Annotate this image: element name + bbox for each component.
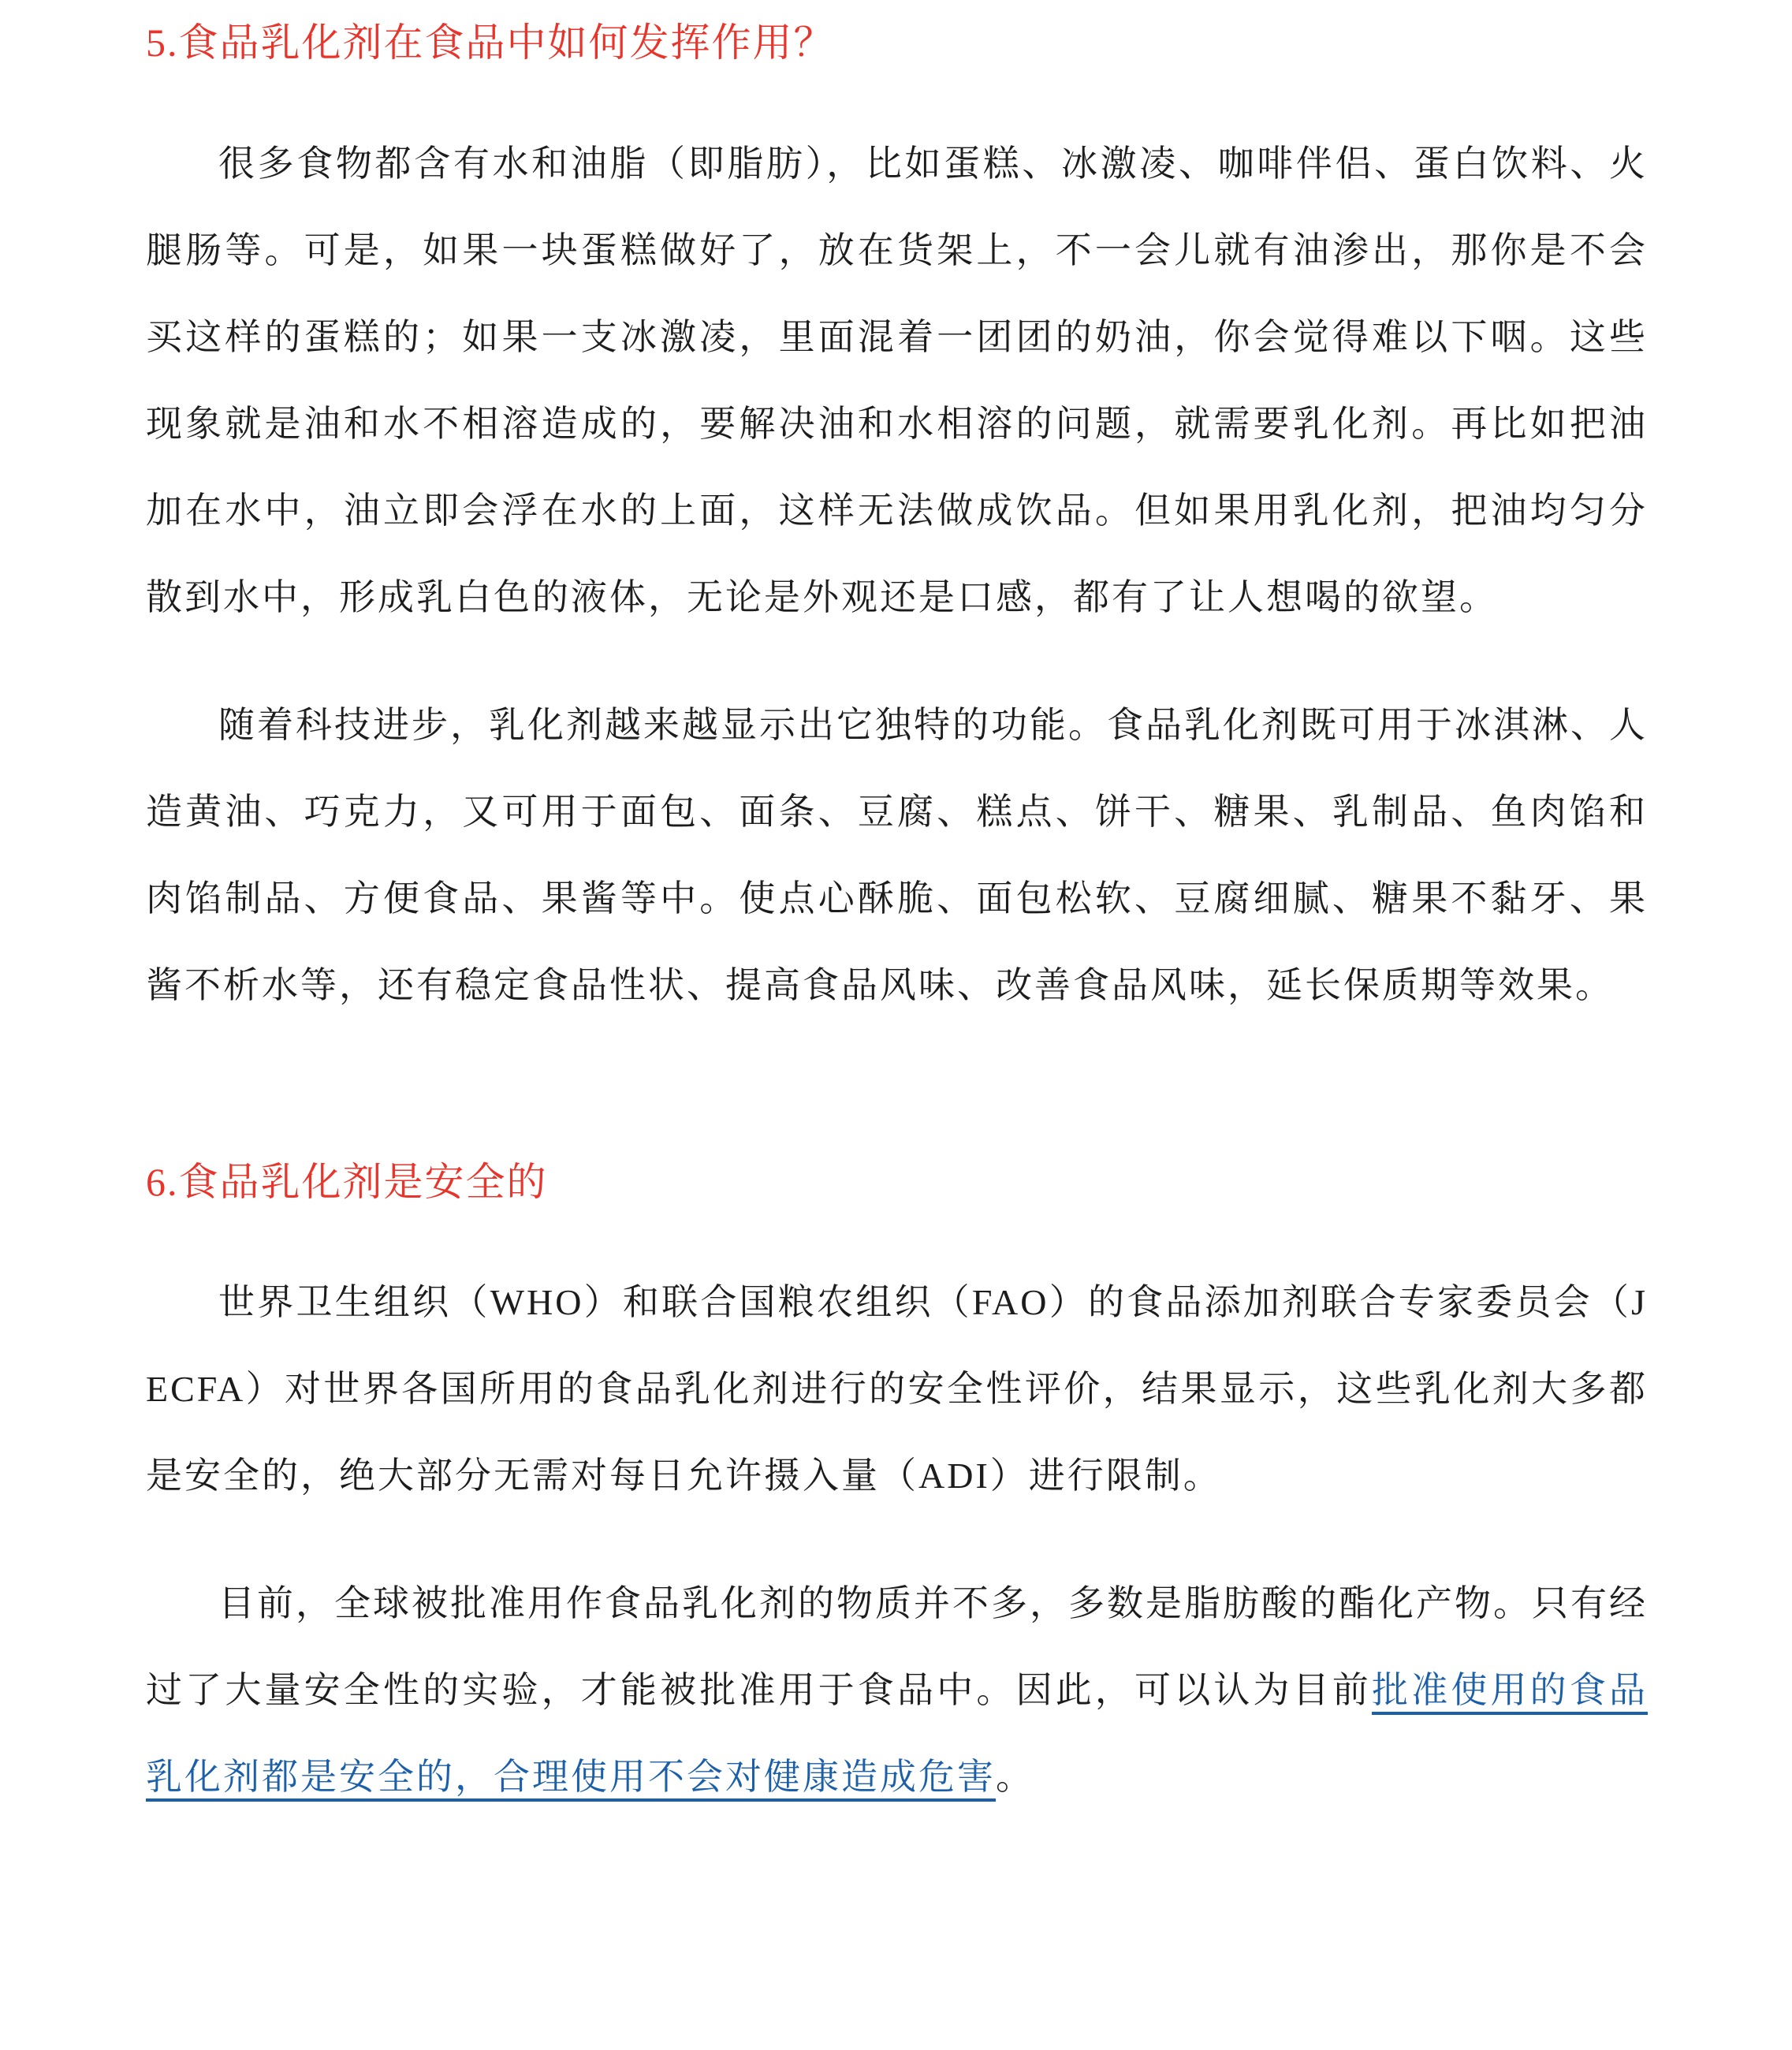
approval-text-after-link: 。 <box>996 1757 1034 1797</box>
approval-text-before-link: 目前，全球被批准用作食品乳化剂的物质并不多，多数是脂肪酸的酯化产物。只有经过了大量安全性的实验，才能被批准用于食品中。因此，可以认为目前 <box>146 1583 1648 1710</box>
paragraph-emulsifier-function-2: 随着科技进步，乳化剂越来越显示出它独特的功能。食品乳化剂既可用于冰淇淋、人造黄油、巧克力，又可用于面包、面条、豆腐、糕点、饼干、糖果、乳制品、鱼肉馅和肉馅制品、方便食品、果酱等中。使点心酥脆、面包松软、豆腐细腻、糖果不黏牙、果酱不析水等，还有稳定食品性状、提高食品风味、改善食品风味，延长保质期等效果。 <box>146 704 1648 1005</box>
safety-conclusion-link[interactable]: 批准使用的食品乳化剂都是安全的，合理使用不会对健康造成危害 <box>146 1670 1649 1797</box>
section-heading-6: 6.食品乳化剂是安全的 <box>146 1159 548 1204</box>
paragraph-approval-conclusion <box>146 1560 1648 1821</box>
section-heading-5: 5.食品乳化剂在食品中如何发挥作用？ <box>146 20 835 65</box>
paragraph-safety-evaluation: 世界卫生组织（WHO）和联合国粮农组织（FAO）的食品添加剂联合专家委员会（JECFA）对世界各国所用的食品乳化剂进行的安全性评价，结果显示，这些乳化剂大多都是安全的，绝大部分无需对每日允许摄入量（ADI）进行限制。 <box>146 1282 1648 1496</box>
paragraph-emulsifier-function-1: 很多食物都含有水和油脂（即脂肪），比如蛋糕、冰激凌、咖啡伴侣、蛋白饮料、火腿肠等。可是，如果一块蛋糕做好了，放在货架上，不一会儿就有油渗出，那你是不会买这样的蛋糕的；如果一支冰激凌，里面混着一团团的奶油，你会觉得难以下咽。这些现象就是油和水不相溶造成的，要解决油和水相溶的问题，就需要乳化剂。再比如把油加在水中，油立即会浮在水的上面，这样无法做成饮品。但如果用乳化剂，把油均匀分散到水中，形成乳白色的液体，无论是外观还是口感，都有了让人想喝的欲望。 <box>146 143 1648 617</box>
